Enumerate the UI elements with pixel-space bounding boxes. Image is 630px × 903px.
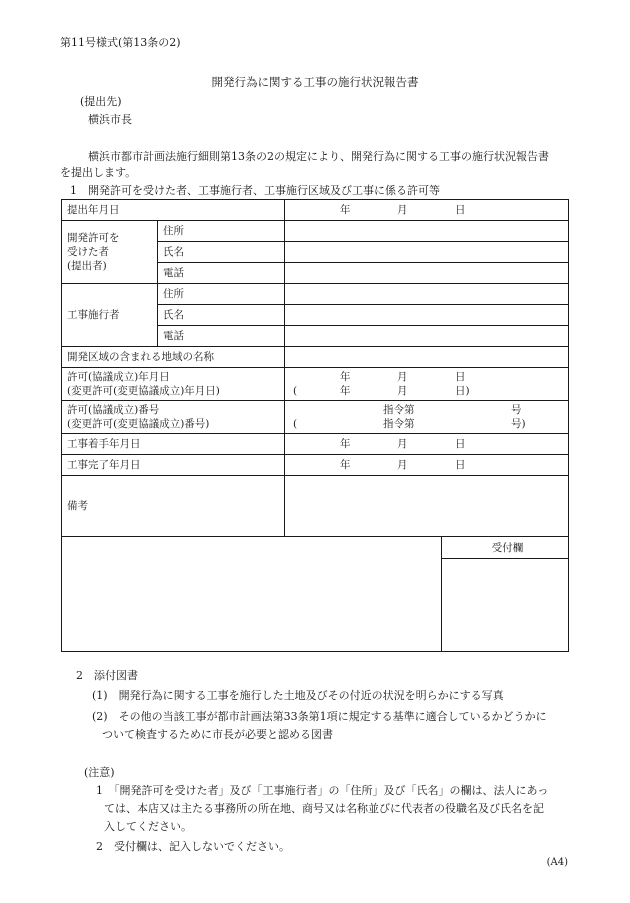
contractor-phone-field[interactable] (285, 326, 569, 347)
area-name-field[interactable] (285, 347, 569, 368)
day-unit: 日 (455, 204, 466, 216)
permit-date-label-line-1: 許可(協議成立)年月日 (67, 371, 170, 383)
month-unit: 月 (397, 459, 408, 471)
intro-line-2: を提出します。 (60, 166, 137, 179)
paren-open: ( (293, 385, 298, 397)
permit-holder-label (62, 221, 158, 284)
month-unit: 月 (397, 438, 408, 450)
month-unit: 月 (397, 371, 408, 383)
report-form-table (61, 199, 569, 652)
area-name-label: 開発区域の含まれる地域の名称 (62, 347, 285, 368)
year-unit: 年 (340, 385, 351, 397)
permit-holder-label-line-3: (提出者) (67, 260, 107, 272)
permit-number-label (62, 401, 285, 434)
receipt-label: 受付欄 (442, 537, 569, 559)
row-holder-address (62, 221, 569, 242)
day-unit: 日 (455, 371, 466, 383)
contractor-address-field[interactable] (285, 284, 569, 305)
end-date-label: 工事完了年月日 (62, 455, 285, 476)
day-close-unit: 日) (455, 385, 470, 397)
row-receipt-header (62, 537, 569, 559)
holder-address-field[interactable] (285, 221, 569, 242)
attachment-item-2-line-2: ついて検査するために市長が必要と認める図書 (102, 728, 333, 741)
row-start-date (62, 434, 569, 455)
contractor-phone-label: 電話 (158, 326, 285, 347)
directive-label: 指令第 (383, 418, 415, 430)
year-unit: 年 (340, 459, 351, 471)
permit-number-label-line-1: 許可(協議成立)番号 (67, 404, 160, 416)
attachment-item-1: (1) 開発行為に関する工事を施行した土地及びその付近の状況を明らかにする写真 (92, 689, 504, 702)
permit-date-label-line-2: (変更許可(変更協議成立)年月日) (67, 385, 220, 397)
number-unit: 号 (511, 404, 522, 416)
contractor-name-field[interactable] (285, 305, 569, 326)
month-unit: 月 (397, 385, 408, 397)
document-title: 開発行為に関する工事の施行状況報告書 (211, 75, 419, 89)
day-unit: 日 (455, 459, 466, 471)
submit-date-label: 提出年月日 (62, 200, 285, 221)
note-1-line-1: 1 「開発許可を受けた者」及び「工事施行者」の「住所」及び「氏名」の欄は、法人にあっ (96, 784, 549, 797)
addressee-name: 横浜市長 (88, 113, 132, 126)
note-1-line-3: 入してください。 (104, 820, 192, 833)
number-close-unit: 号) (511, 418, 526, 430)
intro-line-1: 横浜市都市計画法施行細則第13条の2の規定により、開発行為に関する工事の施行状況報告書 (88, 150, 549, 163)
permit-holder-label-line-2: 受けた者 (67, 246, 109, 258)
row-remarks (62, 476, 569, 537)
blank-area (62, 537, 442, 652)
row-area-name (62, 347, 569, 368)
remarks-label: 備考 (62, 476, 285, 537)
row-end-date (62, 455, 569, 476)
year-unit: 年 (340, 371, 351, 383)
addressee-label: (提出先) (80, 95, 122, 108)
holder-name-label: 氏名 (158, 242, 285, 263)
month-unit: 月 (397, 204, 408, 216)
contractor-label: 工事施行者 (62, 284, 158, 347)
end-date-field[interactable] (285, 455, 569, 476)
receipt-field (442, 559, 569, 652)
section-2-title: 2 添付図書 (76, 669, 138, 682)
notes-title: (注意) (84, 766, 115, 779)
section-1-title: 1 開発許可を受けた者、工事施行者、工事施行区域及び工事に係る許可等 (70, 184, 440, 197)
holder-address-label: 住所 (158, 221, 285, 242)
year-unit: 年 (340, 438, 351, 450)
permit-holder-label-line-1: 開発許可を (67, 232, 120, 244)
holder-phone-field[interactable] (285, 263, 569, 284)
row-permit-date (62, 368, 569, 401)
year-unit: 年 (340, 204, 351, 216)
note-1-line-2: ては、本店又は主たる事務所の所在地、商号又は名称並びに代表者の役職名及び氏名を記 (104, 802, 544, 815)
row-submit-date (62, 200, 569, 221)
contractor-address-label: 住所 (158, 284, 285, 305)
row-contractor-address (62, 284, 569, 305)
form-number: 第11号様式(第13条の2) (60, 36, 181, 49)
attachment-item-2-line-1: (2) その他の当該工事が都市計画法第33条第1項に規定する基準に適合しているかどうかに (92, 710, 547, 723)
remarks-field[interactable] (285, 476, 569, 537)
permit-number-label-line-2: (変更許可(変更協議成立)番号) (67, 418, 210, 430)
holder-phone-label: 電話 (158, 263, 285, 284)
day-unit: 日 (455, 438, 466, 450)
holder-name-field[interactable] (285, 242, 569, 263)
submit-date-field[interactable] (285, 200, 569, 221)
permit-number-field[interactable] (285, 401, 569, 434)
contractor-name-label: 氏名 (158, 305, 285, 326)
row-permit-number (62, 401, 569, 434)
start-date-field[interactable] (285, 434, 569, 455)
start-date-label: 工事着手年月日 (62, 434, 285, 455)
paper-size: (A4) (546, 857, 568, 868)
paren-open: ( (293, 418, 298, 430)
permit-date-label (62, 368, 285, 401)
directive-label: 指令第 (383, 404, 415, 416)
note-2: 2 受付欄は、記入しないでください。 (96, 840, 290, 853)
permit-date-field[interactable] (285, 368, 569, 401)
